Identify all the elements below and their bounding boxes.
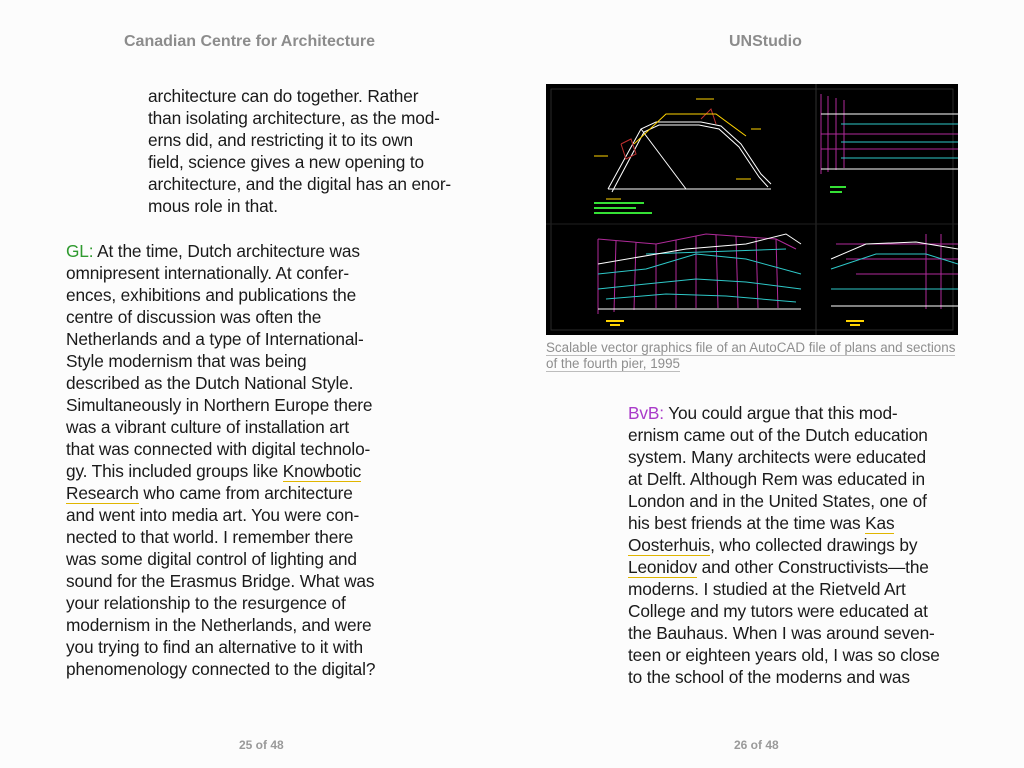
text-line: ences, exhibitions and publications the (66, 285, 357, 305)
text-line: Netherlands and a type of International- (66, 329, 364, 349)
cad-drawing-svg (546, 84, 958, 335)
text-line: teen or eighteen years old, I was so close (628, 645, 940, 665)
text-segment: At the time, Dutch architecture was (97, 241, 360, 261)
running-head-right: UNStudio (729, 33, 802, 50)
text-segment: gy. This included groups like (66, 461, 279, 481)
text-line: erns did, and restricting it to its own (148, 130, 414, 150)
text-line: to the school of the moderns and was (628, 667, 910, 687)
text-line: London and in the United States, one of (628, 491, 927, 511)
text-line: omnipresent internationally. At confer- (66, 263, 349, 283)
text-line: and went into media art. You were con- (66, 505, 360, 525)
leonidov-link[interactable]: Leonidov (628, 557, 697, 577)
text-segment: his best friends at the time was (628, 513, 861, 533)
text-line (628, 534, 940, 556)
text-line: Simultaneously in Northern Europe there (66, 395, 373, 415)
knowbotic-research-link[interactable]: Research (66, 483, 139, 503)
caption-line (546, 340, 955, 356)
text-line: phenomenology connected to the digital? (66, 659, 376, 679)
text-line: ernism came out of the Dutch education (628, 425, 928, 445)
text-line: architecture can do together. Rather (148, 86, 419, 106)
figure-caption (546, 340, 955, 372)
text-line (66, 460, 375, 482)
text-line: mous role in that. (148, 196, 278, 216)
text-line: sound for the Erasmus Bridge. What was (66, 571, 375, 591)
text-line (66, 240, 375, 262)
autocad-drawing-image[interactable] (546, 84, 958, 335)
text-line: described as the Dutch National Style. (66, 373, 354, 393)
text-line: architecture, and the digital has an enor- (148, 174, 452, 194)
page-number-right: 26 of 48 (734, 738, 779, 752)
text-line (628, 556, 940, 578)
text-line: nected to that world. I remember there (66, 527, 354, 547)
text-line: College and my tutors were educated at (628, 601, 928, 621)
text-segment: who came from architecture (143, 483, 353, 503)
kas-oosterhuis-link[interactable]: Oosterhuis (628, 535, 711, 555)
quote-paragraph (148, 85, 451, 217)
text-line: you trying to find an alternative to it with (66, 637, 363, 657)
gl-paragraph (66, 240, 375, 680)
running-head-left: Canadian Centre for Architecture (124, 33, 376, 50)
text-line: modernism in the Netherlands, and were (66, 615, 372, 635)
caption-text[interactable]: of the fourth pier, 1995 (546, 356, 681, 371)
text-line: that was connected with digital technolo- (66, 439, 371, 459)
text-line (66, 482, 375, 504)
text-segment: , who collected drawings by (710, 535, 918, 555)
text-line: system. Many architects were educated (628, 447, 926, 467)
text-line (628, 512, 940, 534)
text-line: the Bauhaus. When I was around seven- (628, 623, 935, 643)
text-line: Style modernism that was being (66, 351, 307, 371)
kas-oosterhuis-link[interactable]: Kas (865, 513, 895, 533)
speaker-label-gl: GL: (66, 241, 94, 261)
text-segment: and other Constructivists—the (701, 557, 929, 577)
text-line: centre of discussion was often the (66, 307, 322, 327)
caption-line (546, 356, 955, 372)
text-segment: You could argue that this mod- (668, 403, 898, 423)
text-line: was a vibrant culture of installation art (66, 417, 349, 437)
text-line: your relationship to the resurgence of (66, 593, 346, 613)
caption-text[interactable]: Scalable vector graphics file of an AutoCAD file of plans and sections (546, 340, 956, 355)
text-line: at Delft. Although Rem was educated in (628, 469, 925, 489)
text-line: field, science gives a new opening to (148, 152, 424, 172)
page-number-left: 25 of 48 (239, 738, 284, 752)
text-line: moderns. I studied at the Rietveld Art (628, 579, 906, 599)
knowbotic-research-link[interactable]: Knowbotic (282, 461, 362, 481)
bvb-paragraph (628, 402, 940, 688)
text-line (628, 402, 940, 424)
text-line: than isolating architecture, as the mod- (148, 108, 440, 128)
right-page (512, 0, 1024, 768)
text-line: was some digital control of lighting and (66, 549, 357, 569)
speaker-label-bvb: BvB: (628, 403, 664, 423)
